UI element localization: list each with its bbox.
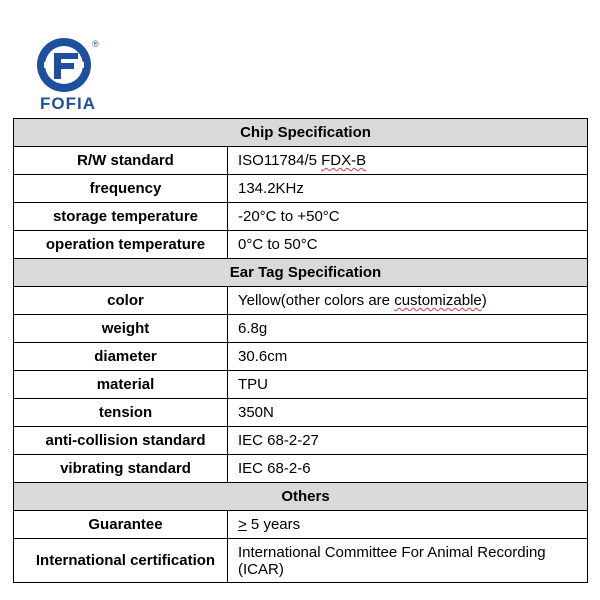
section-row-chip <box>14 119 588 147</box>
table-row <box>14 371 588 399</box>
rw-standard-label: R/W standard <box>14 147 228 175</box>
section-header-chip: Chip Specification <box>14 119 588 147</box>
diameter-label: diameter <box>14 343 228 371</box>
storage-temperature-value: -20°C to +50°C <box>228 203 588 231</box>
table-row <box>14 427 588 455</box>
operation-temperature-value: 0°C to 50°C <box>228 231 588 259</box>
vibrating-standard-label: vibrating standard <box>14 455 228 483</box>
vibrating-standard-value: IEC 68-2-6 <box>228 455 588 483</box>
table-row <box>14 343 588 371</box>
specification-table <box>13 118 588 583</box>
anti-collision-label: anti-collision standard <box>14 427 228 455</box>
weight-label: weight <box>14 315 228 343</box>
table-row <box>14 175 588 203</box>
table-row <box>14 315 588 343</box>
section-row-others <box>14 483 588 511</box>
color-label: color <box>14 287 228 315</box>
guarantee-label: Guarantee <box>14 511 228 539</box>
registered-mark: ® <box>92 39 99 49</box>
certification-label: International certification <box>14 539 228 583</box>
customizable-text: customizable <box>394 292 482 309</box>
tension-value: 350N <box>228 399 588 427</box>
color-value: Yellow(other colors are customizable) <box>228 287 588 315</box>
operation-temperature-label: operation temperature <box>14 231 228 259</box>
table-row <box>14 203 588 231</box>
section-header-ear-tag: Ear Tag Specification <box>14 259 588 287</box>
storage-temperature-label: storage temperature <box>14 203 228 231</box>
certification-value: International Committee For Animal Recording (ICAR) <box>228 539 588 583</box>
greater-equal-symbol: > <box>238 516 247 533</box>
material-value: TPU <box>228 371 588 399</box>
table-row <box>14 455 588 483</box>
weight-value: 6.8g <box>228 315 588 343</box>
section-row-ear-tag <box>14 259 588 287</box>
table-row <box>14 399 588 427</box>
table-row <box>14 287 588 315</box>
guarantee-value: > 5 years <box>228 511 588 539</box>
frequency-value: 134.2KHz <box>228 175 588 203</box>
anti-collision-value: IEC 68-2-27 <box>228 427 588 455</box>
frequency-label: frequency <box>14 175 228 203</box>
fdxb-text: FDX-B <box>321 152 367 169</box>
table-row <box>14 231 588 259</box>
brand-name: FOFIA <box>40 94 96 113</box>
table-row <box>14 147 588 175</box>
diameter-value: 30.6cm <box>228 343 588 371</box>
material-label: material <box>14 371 228 399</box>
rw-standard-value: ISO11784/5 FDX-B <box>228 147 588 175</box>
table-row <box>14 511 588 539</box>
tension-label: tension <box>14 399 228 427</box>
section-header-others: Others <box>14 483 588 511</box>
table-row <box>14 539 588 583</box>
